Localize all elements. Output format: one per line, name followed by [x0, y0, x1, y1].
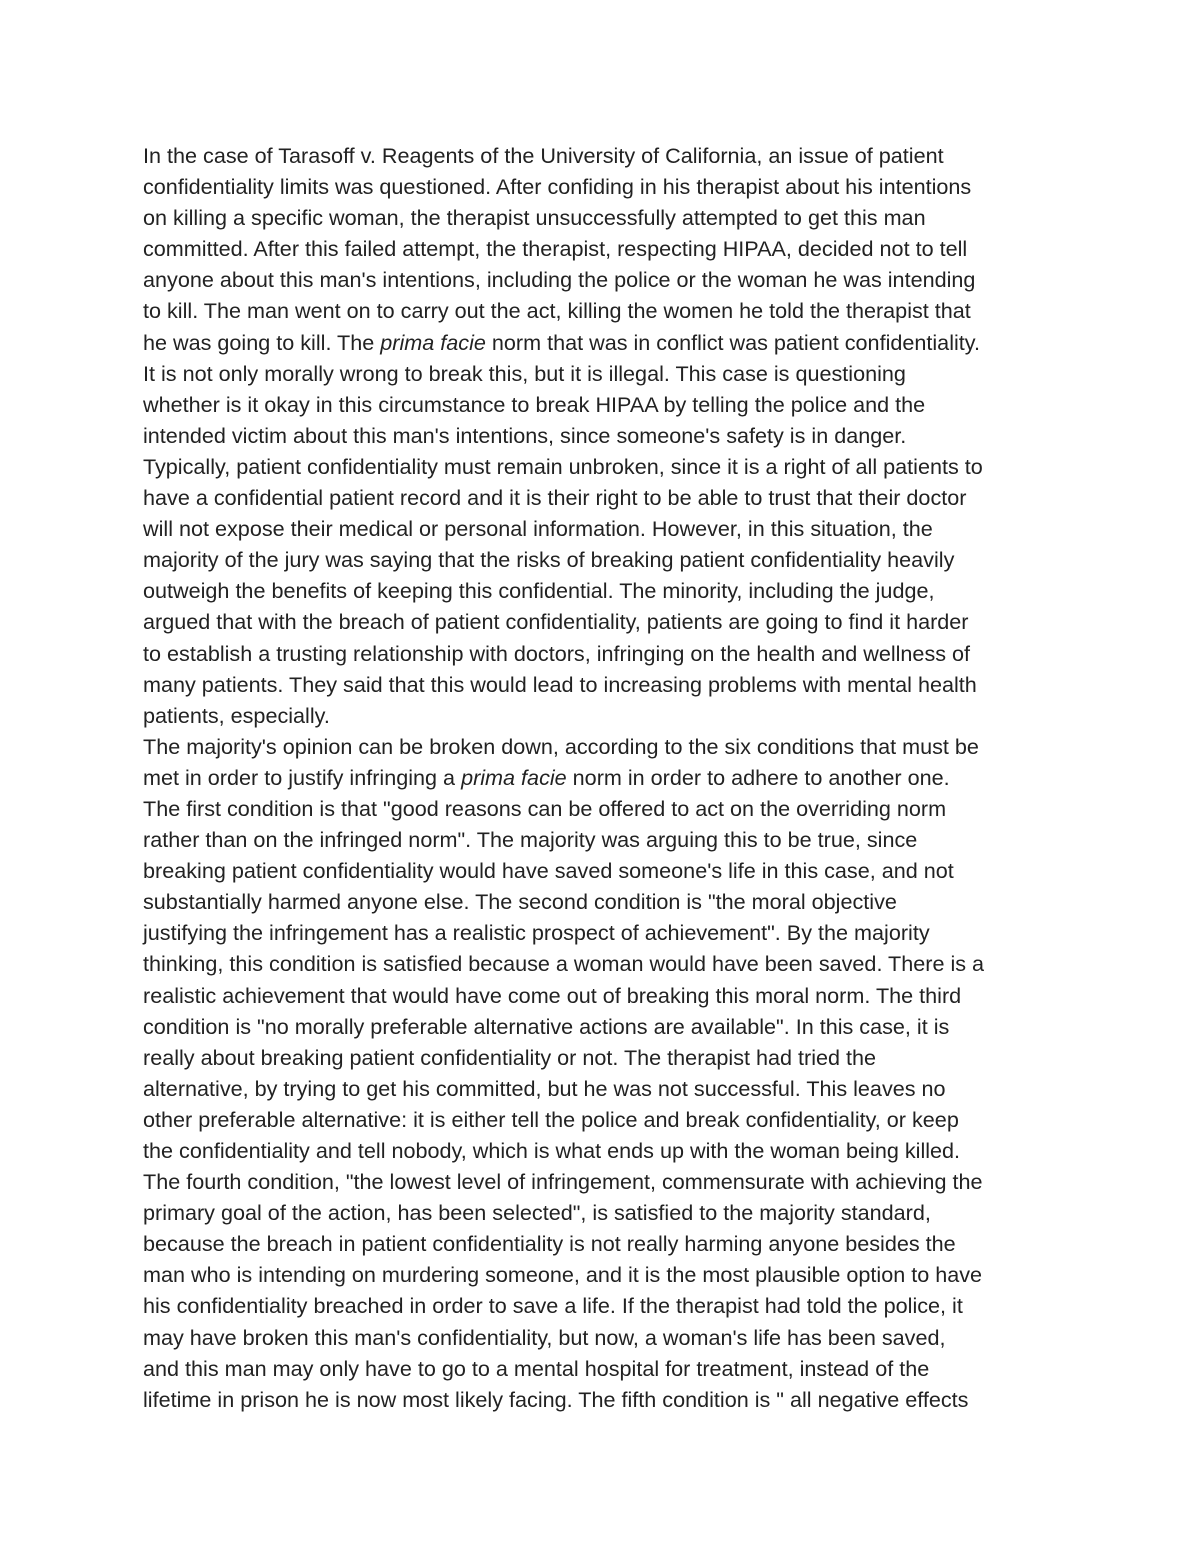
- text-segment: norm in order to adhere to another one.: [566, 764, 950, 790]
- text-line: [143, 1011, 1083, 1042]
- text-segment: In the case of Tarasoff v. Reagents of the University of California, an issue of patient: [143, 143, 944, 168]
- text-segment: condition is "no morally preferable alternative actions are available". In this case, it is: [143, 1013, 950, 1039]
- text-segment: It is not only morally wrong to break this, but it is illegal. This case is questioning: [143, 360, 906, 386]
- text-segment: rather than on the infringed norm". The majority was arguing this to be true, since: [143, 827, 918, 853]
- text-segment: met in order to justify infringing a: [143, 764, 462, 790]
- text-segment: Typically, patient confidentiality must remain unbroken, since it is a right of all patients to: [143, 453, 983, 479]
- text-segment: majority of the jury was saying that the risks of breaking patient confidentiality heavily: [143, 547, 955, 573]
- text-line: [143, 482, 1083, 513]
- text-line: [143, 980, 1083, 1011]
- text-line: [143, 358, 1083, 389]
- text-segment: whether is it okay in this circumstance to break HIPAA by telling the police and the: [143, 391, 926, 417]
- text-line: [143, 420, 1083, 451]
- text-segment: anyone about this man's intentions, including the police or the woman he was intending: [143, 267, 976, 293]
- text-segment: thinking, this condition is satisfied because a woman would have been saved. There is a: [143, 951, 985, 977]
- text-line: [143, 948, 1083, 979]
- text-segment: realistic achievement that would have come out of breaking this moral norm. The third: [143, 982, 962, 1008]
- text-line: [143, 233, 1083, 264]
- text-segment: he was going to kill. The: [143, 329, 381, 355]
- text-line: [143, 513, 1083, 544]
- text-line: [143, 793, 1083, 824]
- text-segment: committed. After this failed attempt, the therapist, respecting HIPAA, decided not to tell: [143, 236, 968, 262]
- text-segment: patients, especially.: [143, 702, 330, 728]
- text-segment: justifying the infringement has a realistic prospect of achievement". By the majority: [143, 920, 930, 946]
- text-segment: The first condition is that "good reasons can be offered to act on the overriding norm: [143, 795, 947, 821]
- text-line: [143, 1073, 1083, 1104]
- text-segment: man who is intending on murdering someone, and it is the most plausible option to have: [143, 1262, 983, 1288]
- text-line: [143, 327, 1083, 358]
- text-segment: breaking patient confidentiality would have saved someone's life in this case, and not: [143, 858, 954, 884]
- text-segment: really about breaking patient confidentiality or not. The therapist had tried the: [143, 1044, 877, 1070]
- text-segment: argued that with the breach of patient confidentiality, patients are going to find it harder: [143, 609, 969, 635]
- text-segment: to establish a trusting relationship with doctors, infringing on the health and wellness of: [143, 640, 971, 666]
- text-segment: and this man may only have to go to a mental hospital for treatment, instead of the: [143, 1355, 930, 1381]
- italic-term: prima facie: [461, 764, 567, 790]
- italic-term: prima facie: [380, 329, 486, 355]
- text-line: [143, 1290, 1083, 1321]
- text-line: [143, 1197, 1083, 1228]
- text-segment: his confidentiality breached in order to save a life. If the therapist had told the police, it: [143, 1293, 963, 1319]
- text-line: [143, 264, 1083, 295]
- text-segment: the confidentiality and tell nobody, which is what ends up with the woman being killed.: [143, 1138, 961, 1163]
- text-segment: outweigh the benefits of keeping this confidential. The minority, including the judge,: [143, 578, 935, 604]
- text-line: [143, 762, 1083, 793]
- text-line: [143, 606, 1083, 637]
- text-segment: intended victim about this man's intentions, since someone's safety is in danger.: [143, 422, 907, 448]
- text-line: [143, 824, 1083, 855]
- text-line: [143, 855, 1083, 886]
- text-line: [143, 700, 1083, 731]
- text-line: [143, 544, 1083, 575]
- text-line: [143, 575, 1083, 606]
- text-line: [143, 1259, 1083, 1290]
- text-line: [143, 886, 1083, 917]
- text-segment: have a confidential patient record and it is their right to be able to trust that their doctor: [143, 485, 967, 511]
- text-line: [143, 1042, 1083, 1073]
- text-line: [143, 731, 1083, 762]
- text-segment: many patients. They said that this would lead to increasing problems with mental health: [143, 671, 977, 697]
- text-line: [143, 1166, 1083, 1197]
- text-segment: on killing a specific woman, the therapist unsuccessfully attempted to get this man: [143, 205, 926, 231]
- text-line: [143, 171, 1083, 202]
- text-line: [143, 1322, 1083, 1353]
- text-line: [143, 202, 1083, 233]
- text-line: [143, 1353, 1083, 1384]
- text-line: [143, 1228, 1083, 1259]
- text-line: [143, 1135, 1083, 1166]
- text-segment: because the breach in patient confidentiality is not really harming anyone besides the: [143, 1231, 956, 1257]
- text-segment: to kill. The man went on to carry out the act, killing the women he told the therapist that: [143, 298, 971, 324]
- text-segment: The fourth condition, "the lowest level of infringement, commensurate with achieving the: [143, 1169, 983, 1195]
- text-line: [143, 389, 1083, 420]
- text-line: [143, 638, 1083, 669]
- text-line: [143, 917, 1083, 948]
- text-segment: alternative, by trying to get his committed, but he was not successful. This leaves no: [143, 1075, 946, 1101]
- text-segment: may have broken this man's confidentiality, but now, a woman's life has been saved,: [143, 1324, 946, 1350]
- text-segment: primary goal of the action, has been selected", is satisfied to the majority standard,: [143, 1200, 931, 1226]
- document-body-text: [143, 140, 1083, 1415]
- text-segment: other preferable alternative: it is either tell the police and break confidentiality, or keep: [143, 1106, 959, 1132]
- text-line: [143, 1104, 1083, 1135]
- text-line: [143, 1384, 1083, 1415]
- text-segment: lifetime in prison he is now most likely facing. The fifth condition is " all negative effects: [143, 1386, 969, 1412]
- text-line: [143, 669, 1083, 700]
- text-segment: confidentiality limits was questioned. After confiding in his therapist about his intentions: [143, 174, 972, 200]
- text-segment: The majority's opinion can be broken down, according to the six conditions that must be: [143, 733, 979, 759]
- text-line: [143, 295, 1083, 326]
- text-line: [143, 451, 1083, 482]
- text-line: [143, 140, 1083, 171]
- text-segment: norm that was in conflict was patient confidentiality.: [485, 329, 980, 355]
- text-segment: substantially harmed anyone else. The second condition is "the moral objective: [143, 889, 897, 915]
- text-segment: will not expose their medical or personal information. However, in this situation, the: [143, 516, 933, 542]
